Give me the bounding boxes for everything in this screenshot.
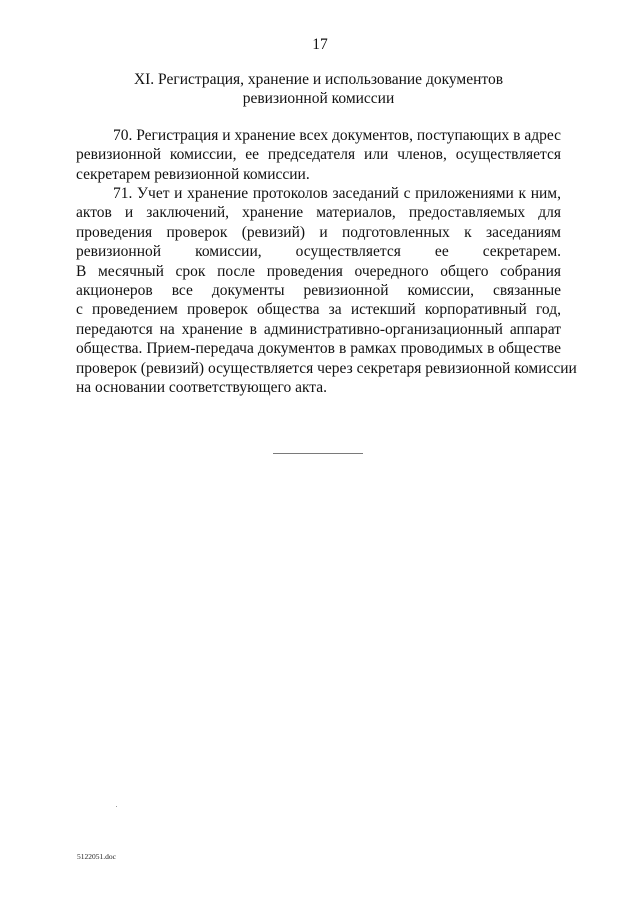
- paragraph-line: ревизионной комиссии, ее председателя или членов, осуществляется: [76, 146, 561, 164]
- paragraph-line: В месячный срок после проведения очередного общего собрания: [76, 262, 561, 280]
- page-number: 17: [312, 36, 328, 53]
- end-of-section-divider: [273, 453, 363, 454]
- section-heading: [76, 71, 561, 108]
- paragraph-70: [76, 126, 561, 184]
- paragraph-line: ревизионной комиссии, осуществляется ее секретарем.: [76, 243, 561, 261]
- section-heading-line: ревизионной комиссии: [242, 89, 395, 107]
- paragraph-line: общества. Прием-передача документов в рамках проводимых в обществе: [76, 340, 561, 358]
- paragraph-line: секретарем ревизионной комиссии.: [76, 165, 310, 183]
- footer-filename: 5122051.doc: [77, 852, 116, 861]
- section-heading-line: XI. Регистрация, хранение и использование документов: [133, 71, 504, 88]
- paragraph-71: [76, 184, 577, 397]
- paragraph-line: 71. Учет и хранение протоколов заседаний с приложениями к ним,: [113, 185, 561, 202]
- paragraph-line: на основании соответствующего акта.: [76, 378, 327, 396]
- paragraph-line: актов и заключений, хранение материалов, предоставляемых для: [76, 204, 561, 222]
- paragraph-line: акционеров все документы ревизионной комиссии, связанные: [76, 281, 561, 299]
- paragraph-line: проведения проверок (ревизий) и подготовленных к заседаниям: [76, 223, 561, 241]
- scan-speck: [116, 806, 117, 807]
- paragraph-line: проверок (ревизий) осуществляется через секретаря ревизионной комиссии: [76, 359, 577, 377]
- paragraph-line: с проведением проверок общества за истекший корпоративный год,: [76, 301, 561, 319]
- paragraph-line: 70. Регистрация и хранение всех документов, поступающих в адрес: [113, 127, 561, 144]
- paragraph-line: передаются на хранение в административно-организационный аппарат: [76, 320, 561, 338]
